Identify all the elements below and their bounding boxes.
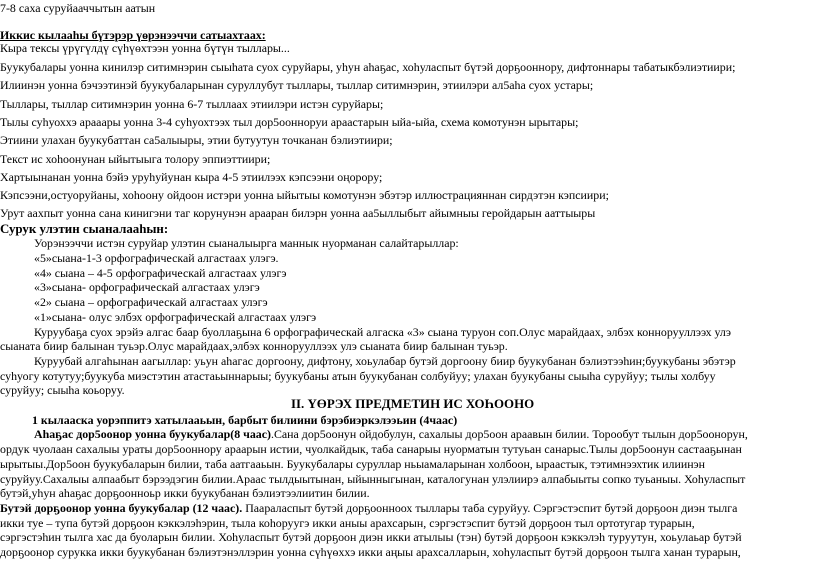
grade-item: «3»сыана- орфографическай алгастаах улэгэ: [34, 280, 260, 295]
section-2-heading: II. ҮӨРЭХ ПРЕДМЕТИН ИС ХОҺООНО: [291, 397, 535, 412]
paragraph-line: суруйуу; сыыһа коьоруу.: [0, 383, 125, 398]
paragraph-line: [0, 502, 737, 515]
paragraph-line: сыаната биир балынан туьэр.Олус марайдаах,элбэх коннорууллээх улэ сыаната биир балынан туьэр.: [0, 339, 508, 354]
task-item: Тылы суһуоххэ арааары уонна 3-4 суһуохтээх тыл дор5оонноруи араастарын ыйа-ыйа, схема комотунэн ырытары;: [0, 114, 579, 129]
paragraph-line: икки туе – тупа бутэй дорҕоон кэккэлэһэрин, тыла коһоруугэ икки аныы арахсарын, сэргэстэспит бутэй дорҕоон тыл ортотугар турарын,: [0, 515, 695, 530]
grade-item: «1»сыана- олус элбэх орфографическай алгастаах улэгэ: [34, 309, 317, 324]
para3-text: .Сана дор5оонун ойдобулун, сахалыы дор5оон араавын билии. Торообут тылын дор5оонорун,: [271, 427, 748, 442]
task-item: Хартыынанан уонна бэйэ уруһуйунан кыра 4-5 этиилээх кэпсээни оңорору;: [0, 170, 383, 185]
task-item: Кыра тексы үрүгүлдү сүһүөхтээн уонна бүтүн тыллары...: [0, 41, 290, 56]
task-item: Буукубалары уонна кинилэр ситимнэрин сыыһата суох суруйары, уһун аһаҕас, хоһуласпыт бүтэй дорҕооннору, дифтоннары табатыкбэлиэтиири;: [0, 59, 736, 74]
task-item: Этиини улахан буукубаттан са5алыыры, этии бутуутун точканан бэлиэтиири;: [0, 133, 393, 148]
paragraph-line: [34, 428, 748, 441]
grading-intro: Уорэнээччи истэн суруйар улэтин сыаналыырга маннык нуорманан салайтарыллар:: [34, 236, 459, 251]
task-item: Илиинэн уонна бэчээтинэй буукубаларынан суруллубут тыллары, тыллар ситимнэрин, этиилэри ал5аһа суох устары;: [0, 78, 594, 93]
para4-lead: Бутэй дорҕоонор уонна буукубалар (12 чаас).: [0, 500, 243, 515]
paragraph-line: Куруубай алгаһынан аагыллар: уьун аһагас доргоону, дифтону, хоьулабар бутэй доргоону биир буукубанан бэлиэтээһин;буукубаны эбэтэр: [34, 353, 736, 368]
tasks-heading: Иккис кылааһы бүтэрэр үөрэнээччи сатыахтаах:: [0, 27, 266, 42]
grade-item: «4» сыана – 4-5 орфографическай алгастаах улэгэ: [34, 265, 287, 280]
paragraph-line: бутэй,уһун аһаҕас дорҕоонноьр икки буукубанан бэлиэтээлиитин билии.: [0, 486, 370, 501]
grading-heading: Сурук улэтин сыаналааһын:: [0, 221, 169, 236]
task-item: Урут аахпыт уонна сана кинигэни таг корунунэн арааран билэрн уонна аа5ыллыбыт айымныы геройдарын ааттыыры: [0, 205, 596, 220]
paragraph-line: ырытыы.Дор5оон буукубаларын билии, таба аатгааьын. Буукубалары суруллар ньыамаларынан холбоон, ыраастык, тэтимнээхтик илиинэн: [0, 456, 706, 471]
paragraph-line: ордук чуолаан сахалыы ураты дор5ооннору араарын истии, чуолкайдык, таба санарыы нуорматын тутуьан санарыс.Тылы дор5оонун састааҕынан: [0, 442, 742, 457]
task-item: Тыллары, тыллар ситимнэрин уонна 6-7 тыллаах этиилэри истэн суруйары;: [0, 96, 384, 111]
paragraph-line: суруйуу.Сахалыы алпаабыт бэрээдэгин билии.Араас тылдыытынан, ыйынныгынан, каталогунан улэлиирэ алпабыыты сопко туьаныы. Хоһуласпыт: [0, 471, 746, 486]
section-2-subheading: 1 кылааска уорэппитэ хатылааьын, барбыт билиини бэрэбиэркэлээьин (4чаас): [32, 412, 458, 427]
task-item: Кэпсээни,остуоруйаны, хоһоону ойдоон истэри уонна ыйытыы комотунэн эбэтэр иллюстрацияннан сирдэтэн кэпсиири;: [0, 187, 609, 202]
grade-item: «2» сыана – орфографическай алгастаах улэгэ: [34, 295, 268, 310]
document-title: 7-8 саха суруйааччытын аатын: [0, 1, 156, 15]
paragraph-line: суһуогу котутуу;буукуба миэстэтин атастаьыннарыы; буукубаны атын буукубанан солбуйуу; улахан буукубаны сыыһа суруйуу; тылы холбуу: [0, 368, 716, 383]
paragraph-line: сэргэстэһин тылга хас да буоларын билии. Хоһуласпыт бутэй дорҕоон диэн икки атылыы (тэн) бутэй дорҕоон кэккэлэһ туруутун, хоьулаьар бутэй: [0, 530, 742, 545]
task-item: Текст ис хоһоонунан ыйытыыга толору эппиэттиири;: [0, 151, 271, 166]
paragraph-line: Куруубаҕа суох эрэйэ алгас баар буоллаҕына 6 орфографическай алгаска «3» сыана туруон соп.Олус марайдаах, элбэх коннорууллээх улэ: [34, 324, 731, 339]
para4-text: Паараласпыт бутэй дорҕоонноох тыллары таба суруйуу. Сэргэстэспит бутэй дорҕоон диэн тылга: [242, 500, 738, 515]
grade-item: «5»сыана-1-3 орфографическай алгастаах улэгэ.: [34, 250, 279, 265]
paragraph-line: дорҕоонор сурукка икки буукубанан бэлиэтэнэллэрин уонна сүһүөххэ икки аңыы арахсалларын, хоһуласпыт бутэй дорҕоон тылга ханан турарын,: [0, 545, 741, 559]
para3-lead: Аһаҕас дор5оонор уонна буукубалар(8 чаас): [34, 427, 271, 442]
